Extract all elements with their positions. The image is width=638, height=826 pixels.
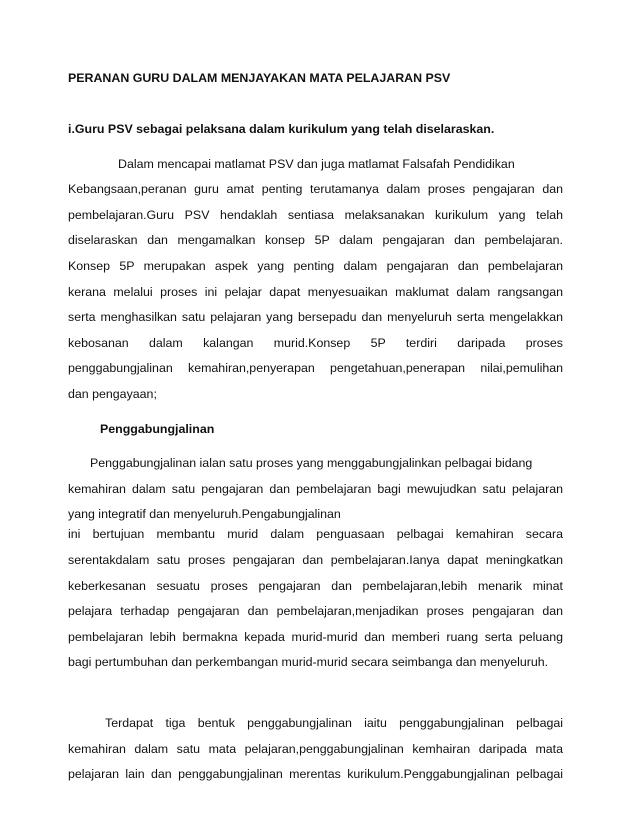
- paragraph-line: yang integratif dan menyeluruh.Pengabungjalinan: [68, 507, 341, 521]
- paragraph-line: kemahiran dalam satu mata pelajaran,penggabungjalinan kemhairan daripada mata: [68, 742, 563, 756]
- paragraph-line: Dalam mencapai matlamat PSV dan juga matlamat Falsafah Pendidikan: [118, 157, 515, 171]
- paragraph-line: serta menghasilkan satu pelajaran yang bersepadu dan menyeluruh serta mengelakkan: [68, 310, 563, 324]
- paragraph-line: ini bertujuan membantu murid dalam penguasaan pelbagai kemahiran secara: [68, 527, 563, 541]
- paragraph-line: keberkesanan sesuatu proses pengajaran dan pembelajaran,lebih menarik minat: [68, 579, 563, 593]
- paragraph-line: kemahiran dalam satu pengajaran dan pembelajaran bagi mewujudkan satu pelajaran: [68, 482, 563, 496]
- paragraph-line: Konsep 5P merupakan aspek yang penting dalam pengajaran dan pembelajaran: [68, 259, 563, 273]
- paragraph-line: Kebangsaan,peranan guru amat penting terutamanya dalam proses pengajaran dan: [68, 182, 563, 196]
- paragraph-line: pembelajaran lebih bermakna kepada murid-murid dan memberi ruang serta peluang: [68, 630, 563, 644]
- paragraph-line: kerana melalui proses ini pelajar dapat menyesuaikan maklumat dalam rangsangan: [68, 285, 563, 299]
- paragraph-line: kebosanan dalam kalangan murid.Konsep 5P terdiri daripada proses: [68, 336, 563, 350]
- paragraph-line: pembelajaran.Guru PSV hendaklah sentiasa melaksanakan kurikulum yang telah: [68, 208, 563, 222]
- section-heading: Penggabungjalinan: [100, 422, 215, 436]
- paragraph-line: pelajaran lain dan penggabungjalinan merentas kurikulum.Penggabungjalinan pelbagai: [68, 767, 563, 781]
- paragraph-line: serentakdalam satu proses pengajaran dan pembelajaran.Ianya dapat meningkatkan: [68, 553, 563, 567]
- paragraph-line: diselaraskan dan mengamalkan konsep 5P dalam pengajaran dan pembelajaran.: [68, 233, 563, 247]
- paragraph-line: bagi pertumbuhan dan perkembangan murid-murid secara seimbanga dan menyeluruh.: [68, 655, 549, 669]
- document-title: PERANAN GURU DALAM MENJAYAKAN MATA PELAJARAN PSV: [68, 71, 451, 85]
- subheading: i.Guru PSV sebagai pelaksana dalam kurikulum yang telah diselaraskan.: [68, 122, 495, 136]
- paragraph-line: Terdapat tiga bentuk penggabungjalinan iaitu penggabungjalinan pelbagai: [105, 716, 563, 730]
- paragraph-line: pelajara terhadap pengajaran dan pembelajaran,menjadikan proses pengajaran dan: [68, 604, 563, 618]
- paragraph-line: Penggabungjalinan ialan satu proses yang menggabungjalinkan pelbagai bidang: [90, 456, 533, 470]
- paragraph-line: penggabungjalinan kemahiran,penyerapan pengetahuan,penerapan nilai,pemulihan: [68, 361, 563, 375]
- paragraph-line: dan pengayaan;: [68, 387, 157, 401]
